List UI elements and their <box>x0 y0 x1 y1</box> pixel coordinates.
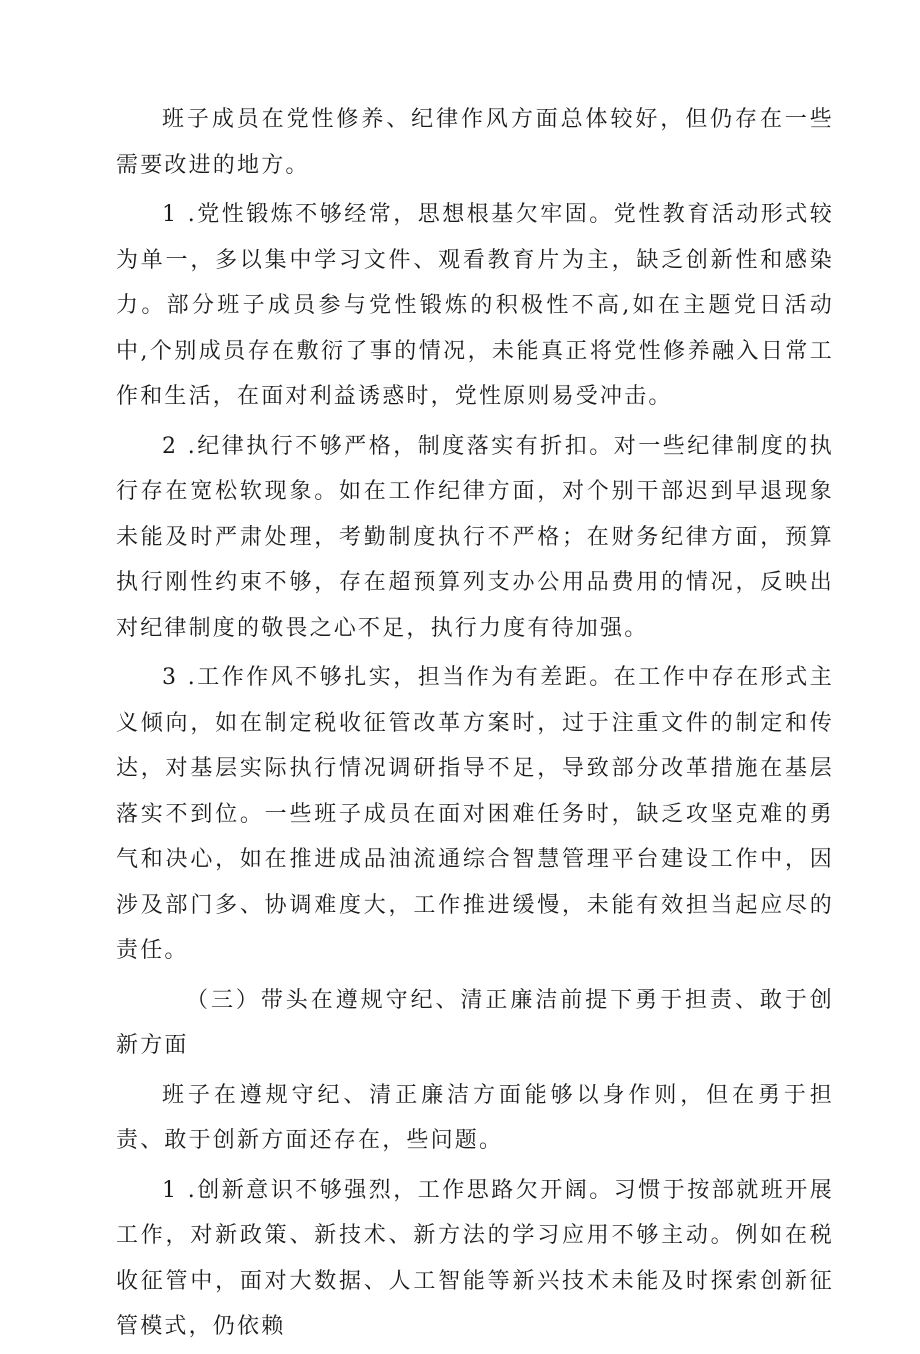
intro-paragraph: 班子成员在党性修养、纪律作风方面总体较好，但仍存在一些需要改进的地方。 <box>116 107 834 178</box>
document-body <box>116 97 834 1354</box>
item-party-training: 1 .党性锻炼不够经常，思想根基欠牢固。党性教育活动形式较为单一，多以集中学习文件、观看教育片为主，缺乏创新性和感染力。部分班子成员参与党性锻炼的积极性不高,如在主题党日活动中,个别成员存在敷衍了事的情况，未能真正将党性修养融入日常工作和生活，在面对利益诱惑时，党性原则易受冲击。 <box>116 202 834 409</box>
section-heading-3: （三）带头在遵规守纪、清正廉洁前提下勇于担责、敢于创新方面 <box>116 987 834 1058</box>
item-discipline-enforcement: 2 .纪律执行不够严格，制度落实有折扣。对一些纪律制度的执行存在宽松软现象。如在工作纪律方面，对个别干部迟到早退现象未能及时严肃处理，考勤制度执行不严格；在财务纪律方面，预算执行刚性约束不够，存在超预算列支办公用品费用的情况，反映出对纪律制度的敬畏之心不足，执行力度有待加强。 <box>116 433 834 641</box>
item-work-style: 3 .工作作风不够扎实，担当作为有差距。在工作中存在形式主义倾向，如在制定税收征管改革方案时，过于注重文件的制定和传达，对基层实际执行情况调研指导不足，导致部分改革措施在基层落实不到位。一些班子成员在面对困难任务时，缺乏攻坚克难的勇气和决心，如在推进成品油流通综合智慧管理平台建设工作中，因涉及部门多、协调难度大，工作推进缓慢，未能有效担当起应尽的责任。 <box>116 665 834 963</box>
section-3-intro-paragraph: 班子在遵规守纪、清正廉洁方面能够以身作则，但在勇于担责、敢于创新方面还存在，些问题。 <box>116 1082 834 1153</box>
item-innovation-awareness: 1 .创新意识不够强烈，工作思路欠开阔。习惯于按部就班开展工作，对新政策、新技术、新方法的学习应用不够主动。例如在税收征管中，面对大数据、人工智能等新兴技术未能及时探索创新征管模式，仍依赖 <box>116 1177 834 1339</box>
